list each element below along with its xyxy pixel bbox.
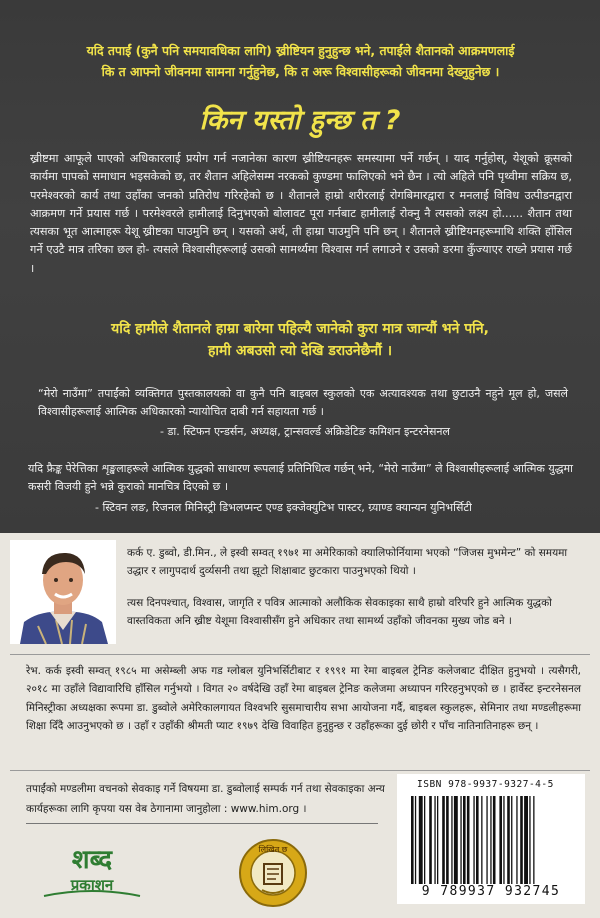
- endorsement-1-attribution: - डा. स्टिफन एन्डर्सन, अध्यक्ष, ट्रान्सवर्ल्ड अक्रिडेटिङ कमिशन इन्टरनेसनल: [160, 425, 450, 438]
- barcode-bar: [446, 796, 449, 884]
- barcode-bar: [524, 796, 528, 884]
- barcode-bar: [511, 796, 512, 884]
- intro-line-2: कि त आफ्नो जीवनमा सामना गर्नुहुनेछ, कि त अरू विश्वासीहरूको जीवनमा देख्नुहुनेछ ।: [101, 64, 500, 79]
- intro-line-1: यदि तपाईं (कुनै पनि समयावधिका लागि) ख्रीष्टियन हुनुहुन्छ भने, तपाईंले शैतानको आक्रमणलाई: [86, 43, 515, 58]
- barcode-bar: [507, 796, 510, 884]
- barcode-bar: [429, 796, 432, 884]
- highlight-quote-line-1: यदि हामीले शैतानले हाम्रा बारेमा पहिल्यै जानेको कुरा मात्र जान्यौं भने पनि,: [111, 321, 489, 337]
- publisher-logo-bottom: प्रकाशन: [70, 876, 114, 894]
- body-paragraph: ख्रीष्टमा आफूले पाएको अधिकारलाई प्रयोग गर्न नजानेका कारण ख्रीष्टियनहरू समस्यामा पर्ने गर्छन् । याद गर्नुहोस्, येशूको क्रूसको कार्यमा पापको समाधान भइसकेको छ, तर शैतान अहिलेसम्म नरकको कुण्डमा फालिएको भने छैन । त्यो अहिले पनि पृथ्वीमा सक्रिय छ, परमेश्वरको कार्य तथा उहाँका जनको प्रतिरोध गरिरहेको छ । शैतानले हाम्रो शरीरलाई रोगबिमारद्वारा र मनलाई विविध उत्पीडनद्वारा आक्रमण गर्ने प्रयास गर्छ । परमेश्वरले हामीलाई दिनुभएको बोलावट पूरा गर्नबाट हामीलाई रोक्नु नै त्यसको लक्ष्य हो...... शैतान तथा त्यसका भूत आत्माहरू येशू ख्रीष्टका पाउमुनि छन् । यसको अर्थ, ती हाम्रा पाउमुनि पनि छन् । शैतानले ख्रीष्टियनहरूमाथि शक्ति हाँसिल गर्ने एउटै मात्र तरिका छल हो- त्यसले विश्वासीहरूलाई उसको सामर्थ्यमा विश्वास गर्न लगाउने र उसको डरमा कुँज्याएर राख्ने प्रयास गर्छ ।: [30, 152, 572, 275]
- barcode-bar: [473, 796, 474, 884]
- endorsement-2-attribution: - स्टिवन लङ, रिजनल मिनिस्ट्री डिभलप्मन्ट एण्ड इक्जेक्युटिभ पास्टर, ग्र्याण्ड क्यान्यन युनिभर्सिटी: [95, 501, 472, 514]
- barcode-bar: [529, 796, 530, 884]
- barcode-bar: [467, 796, 470, 884]
- barcode-bar: [460, 796, 461, 884]
- section-heading: किन यस्तो हुन्छ त ?: [199, 105, 401, 136]
- author-photo: [10, 540, 116, 644]
- barcode-bar: [411, 796, 414, 884]
- barcode-bar: [533, 796, 534, 884]
- barcode-bar: [503, 796, 504, 884]
- barcode-bar: [463, 796, 466, 884]
- author-bio-2: त्यस दिनपश्चात्, विश्वास, जागृति र पवित्र आत्माको अलौकिक सेवकाइका साथै हाम्रो वरिपरि हुने आत्मिक युद्धको वास्तविकता अनि ख्रीष्ट येशूमा विश्वासीसँग हुने अधिकार तथा सामर्थ्य उहाँको जीवनका मुख्य जोड बने ।: [127, 597, 552, 628]
- barcode-bar: [486, 796, 487, 884]
- divider: [10, 770, 590, 771]
- seal-text: लिखित छ: [258, 845, 288, 854]
- isbn-label: ISBN 978-9937-9327-4-5: [417, 779, 554, 790]
- publisher-logo: [38, 838, 146, 900]
- isbn-digits: 9 789937 932745: [421, 884, 561, 899]
- author-bio-3: रेभ. कर्क इस्वी सम्वत् १९८५ मा असेम्ब्ली अफ गड ग्लोबल युनिभर्सिटीबाट र १९९१ मा रेमा बाइबल ट्रेनिङ कलेजबाट दीक्षित हुनुभयो । त्यसैगरी, २०१८ मा उहाँले विद्यावारिधि हाँसिल गर्नुभयो । विगत २० वर्षदेखि उहाँ रेमा बाइबल ट्रेनिङ कलेजमा अध्यापन गरिरहनुभएको छ । हार्वेस्ट इन्टरनेसनल मिनिस्ट्रीका अध्यक्षका रूपमा डा. डुब्वोले अमेरिकालगायत विश्वभरि सुसमाचारीय सभा आयोजना गर्दै, बाइबल स्कुलहरू, सेमिनार तथा मण्डलीहरूमा शिक्षा दिँदै आउनुभएको छ । उहाँ र उहाँकी श्रीमती प्याट १९७९ देखि विवाहित हुनुहुन्छ र उहाँहरूका दुई छोरी र पाँच नातिनातिनाहरू छन् ।: [26, 665, 581, 732]
- barcode-bar: [454, 796, 458, 884]
- barcode-bar: [493, 796, 496, 884]
- barcode-bar: [476, 796, 479, 884]
- isbn-barcode-box: [397, 774, 585, 904]
- barcode-bar: [437, 796, 438, 884]
- barcode-bar: [415, 796, 416, 884]
- divider: [10, 654, 590, 655]
- barcode-bar: [481, 796, 482, 884]
- barcode-bar: [516, 796, 517, 884]
- author-bio-1: कर्क ए. डुब्वो, डी.मिन., ले इस्वी सम्वत् १९७१ मा अमेरिकाको क्यालिफोर्नियामा भएको “जिजस मुभमेन्ट” को समयमा उद्धार र लागुपदार्थ दुर्व्यसनी तथा झूटो शिक्षाबाट छुटकारा पाउनुभएको थियो ।: [127, 547, 568, 578]
- divider: [26, 823, 378, 824]
- contact-info: तपाईंको मण्डलीमा वचनको सेवकाइ गर्ने विषयमा डा. डुब्वोलाई सम्पर्क गर्न तथा सेवकाइका अन्य कार्यहरूका लागि कृपया यस वेब ठेगानामा जानुहोला : www.him.org ।: [26, 783, 385, 815]
- publisher-logo-top: शब्द: [71, 845, 113, 875]
- endorsement-2-text: यदि फ्रैङ्क पेरेत्तिका शृङ्खलाहरूले आत्मिक युद्धको साधारण रूपलाई प्रतिनिधित्व गर्छन् भने, “मेरो नाउँमा” ले विश्वासीहरूलाई आत्मिक युद्धमा कसरी विजयी हुने भन्ने कुराको मानचित्र दिएको छ ।: [28, 462, 573, 493]
- barcode-bar: [442, 796, 445, 884]
- intro-text: [28, 40, 573, 82]
- barcode-bar: [520, 796, 523, 884]
- barcode-bar: [490, 796, 491, 884]
- seal-logo: [238, 838, 308, 908]
- highlight-quote-line-2: हामी अबउसो त्यो देखि डराउनेछैनौं ।: [208, 343, 392, 359]
- barcode-bar: [451, 796, 452, 884]
- endorsement-1-text: “मेरो नाउँमा” तपाईंको व्यक्तिगत पुस्तकालयको वा कुनै पनि बाइबल स्कुलको एक अत्यावश्यक तथा छुटाउनै नहुने मूल हो, जसले विश्वासीहरूलाई आत्मिक अधिकारको न्यायोचित दाबी गर्न सहायता गर्छ ।: [38, 387, 568, 418]
- barcode-bar: [499, 796, 502, 884]
- highlight-quote: [40, 318, 560, 362]
- barcode-bar: [419, 796, 423, 884]
- barcode-bar: [434, 796, 435, 884]
- barcode-bar: [424, 796, 425, 884]
- barcode: [409, 796, 573, 884]
